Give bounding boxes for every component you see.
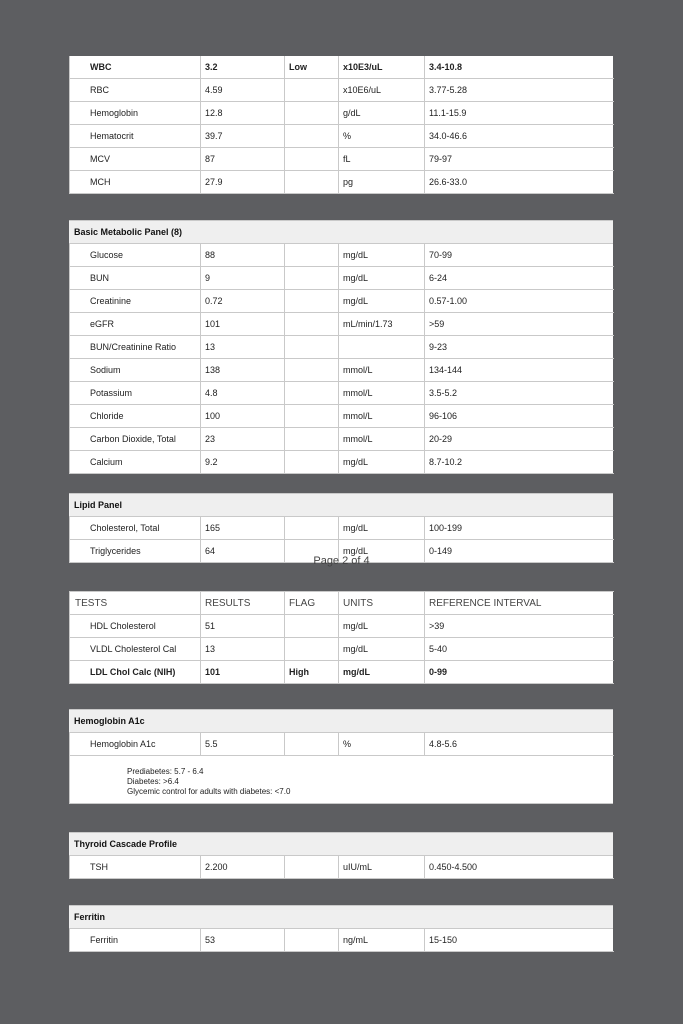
- table-row: [70, 244, 614, 267]
- flag-value: [285, 267, 339, 290]
- units-value: g/dL: [339, 102, 425, 125]
- table-row: [70, 451, 614, 474]
- result-value: 0.72: [201, 290, 285, 313]
- units-value: mg/dL: [339, 638, 425, 661]
- flag-value: [285, 79, 339, 102]
- table-row: [70, 171, 614, 194]
- table-row: [70, 733, 614, 756]
- units-value: mg/dL: [339, 540, 425, 563]
- test-name: Calcium: [70, 451, 201, 474]
- reference-interval: 11.1-15.9: [425, 102, 614, 125]
- table-row: [70, 290, 614, 313]
- result-value: 39.7: [201, 125, 285, 148]
- table-row: [70, 517, 614, 540]
- result-value: 138: [201, 359, 285, 382]
- test-name: Sodium: [70, 359, 201, 382]
- table-row: [70, 405, 614, 428]
- ferritin-section: [69, 905, 613, 952]
- test-name: BUN/Creatinine Ratio: [70, 336, 201, 359]
- result-value: 101: [201, 313, 285, 336]
- test-name: HDL Cholesterol: [70, 615, 201, 638]
- reference-interval: 34.0-46.6: [425, 125, 614, 148]
- result-value: 4.8: [201, 382, 285, 405]
- flag-value: [285, 428, 339, 451]
- units-value: mg/dL: [339, 661, 425, 684]
- test-name: Glucose: [70, 244, 201, 267]
- reference-interval: 0.57-1.00: [425, 290, 614, 313]
- table-row: [70, 336, 614, 359]
- reference-interval: 8.7-10.2: [425, 451, 614, 474]
- units-value: %: [339, 733, 425, 756]
- units-value: x10E3/uL: [339, 56, 425, 79]
- reference-interval: 9-23: [425, 336, 614, 359]
- result-value: 27.9: [201, 171, 285, 194]
- flag-value: [285, 856, 339, 879]
- flag-value: [285, 171, 339, 194]
- table-row: [70, 79, 614, 102]
- a1c-notes: [69, 756, 613, 804]
- reference-interval: >39: [425, 615, 614, 638]
- result-value: 3.2: [201, 56, 285, 79]
- thyroid-section: [69, 832, 613, 879]
- test-name: VLDL Cholesterol Cal: [70, 638, 201, 661]
- result-value: 64: [201, 540, 285, 563]
- test-name: MCV: [70, 148, 201, 171]
- section-title: Ferritin: [69, 905, 613, 929]
- reference-interval: 79-97: [425, 148, 614, 171]
- flag-value: [285, 733, 339, 756]
- units-value: mg/dL: [339, 244, 425, 267]
- result-value: 5.5: [201, 733, 285, 756]
- test-name: RBC: [70, 79, 201, 102]
- flag-value: [285, 102, 339, 125]
- units-value: [339, 336, 425, 359]
- table-row: [70, 615, 614, 638]
- reference-interval: 100-199: [425, 517, 614, 540]
- flag-value: [285, 125, 339, 148]
- flag-value: [285, 148, 339, 171]
- note-line: Glycemic control for adults with diabetes: <7.0: [127, 787, 291, 796]
- header-reference: REFERENCE INTERVAL: [425, 592, 614, 615]
- flag-value: [285, 313, 339, 336]
- reference-interval: 26.6-33.0: [425, 171, 614, 194]
- units-value: mg/dL: [339, 517, 425, 540]
- test-name: WBC: [70, 56, 201, 79]
- table-row: [70, 56, 614, 79]
- units-value: mg/dL: [339, 451, 425, 474]
- flag-value: [285, 638, 339, 661]
- cbc-table: [69, 56, 614, 194]
- result-value: 12.8: [201, 102, 285, 125]
- result-value: 88: [201, 244, 285, 267]
- table-row: [70, 313, 614, 336]
- test-name: Hemoglobin A1c: [70, 733, 201, 756]
- flag-value: Low: [285, 56, 339, 79]
- header-units: UNITS: [339, 592, 425, 615]
- test-name: Ferritin: [70, 929, 201, 952]
- test-name: Potassium: [70, 382, 201, 405]
- a1c-table: [69, 733, 614, 756]
- test-name: Triglycerides: [70, 540, 201, 563]
- result-value: 23: [201, 428, 285, 451]
- reference-interval: 96-106: [425, 405, 614, 428]
- header-flag: FLAG: [285, 592, 339, 615]
- reference-interval: 6-24: [425, 267, 614, 290]
- units-value: mg/dL: [339, 615, 425, 638]
- reference-interval: 0-99: [425, 661, 614, 684]
- result-value: 13: [201, 638, 285, 661]
- table-row: [70, 929, 614, 952]
- reference-interval: 3.77-5.28: [425, 79, 614, 102]
- result-value: 101: [201, 661, 285, 684]
- units-value: %: [339, 125, 425, 148]
- test-name: Chloride: [70, 405, 201, 428]
- flag-value: [285, 290, 339, 313]
- continued-section: [69, 591, 613, 684]
- table-row: [70, 428, 614, 451]
- table-row: [70, 148, 614, 171]
- reference-interval: 3.4-10.8: [425, 56, 614, 79]
- units-value: mmol/L: [339, 405, 425, 428]
- table-row: [70, 856, 614, 879]
- result-value: 4.59: [201, 79, 285, 102]
- page-number: Page 2 of 4: [313, 555, 370, 567]
- a1c-section: [69, 709, 613, 804]
- thyroid-table: [69, 856, 614, 879]
- table-row: [70, 382, 614, 405]
- reference-interval: 20-29: [425, 428, 614, 451]
- units-value: ng/mL: [339, 929, 425, 952]
- units-value: uIU/mL: [339, 856, 425, 879]
- units-value: fL: [339, 148, 425, 171]
- reference-interval: 5-40: [425, 638, 614, 661]
- flag-value: [285, 929, 339, 952]
- reference-interval: 70-99: [425, 244, 614, 267]
- test-name: LDL Chol Calc (NIH): [70, 661, 201, 684]
- units-value: x10E6/uL: [339, 79, 425, 102]
- test-name: Cholesterol, Total: [70, 517, 201, 540]
- result-value: 51: [201, 615, 285, 638]
- flag-value: [285, 359, 339, 382]
- continued-table: [69, 591, 614, 684]
- flag-value: [285, 244, 339, 267]
- table-header-row: [70, 592, 614, 615]
- test-name: eGFR: [70, 313, 201, 336]
- header-results: RESULTS: [201, 592, 285, 615]
- flag-value: [285, 451, 339, 474]
- flag-value: [285, 615, 339, 638]
- test-name: Creatinine: [70, 290, 201, 313]
- units-value: mmol/L: [339, 428, 425, 451]
- note-line: Diabetes: >6.4: [127, 777, 179, 786]
- result-value: 53: [201, 929, 285, 952]
- reference-interval: 134-144: [425, 359, 614, 382]
- units-value: pg: [339, 171, 425, 194]
- result-value: 2.200: [201, 856, 285, 879]
- reference-interval: 15-150: [425, 929, 614, 952]
- ferritin-table: [69, 929, 614, 952]
- result-value: 13: [201, 336, 285, 359]
- table-row: [70, 267, 614, 290]
- units-value: mmol/L: [339, 359, 425, 382]
- section-title: Hemoglobin A1c: [69, 709, 613, 733]
- header-tests: TESTS: [70, 592, 201, 615]
- table-row: [70, 125, 614, 148]
- reference-interval: 0.450-4.500: [425, 856, 614, 879]
- test-name: Hematocrit: [70, 125, 201, 148]
- test-name: Hemoglobin: [70, 102, 201, 125]
- test-name: BUN: [70, 267, 201, 290]
- result-value: 9.2: [201, 451, 285, 474]
- table-row: [70, 102, 614, 125]
- units-value: mL/min/1.73: [339, 313, 425, 336]
- reference-interval: >59: [425, 313, 614, 336]
- flag-value: [285, 336, 339, 359]
- flag-value: [285, 405, 339, 428]
- result-value: 100: [201, 405, 285, 428]
- test-name: TSH: [70, 856, 201, 879]
- units-value: mg/dL: [339, 267, 425, 290]
- section-title: Lipid Panel: [69, 493, 613, 517]
- reference-interval: 3.5-5.2: [425, 382, 614, 405]
- note-line: Prediabetes: 5.7 - 6.4: [127, 767, 204, 776]
- cbc-section: [69, 56, 613, 194]
- reference-interval: 4.8-5.6: [425, 733, 614, 756]
- units-value: mg/dL: [339, 290, 425, 313]
- units-value: mmol/L: [339, 382, 425, 405]
- lipid-section: [69, 493, 613, 563]
- result-value: 87: [201, 148, 285, 171]
- table-row: [70, 661, 614, 684]
- result-value: 165: [201, 517, 285, 540]
- test-name: MCH: [70, 171, 201, 194]
- flag-value: [285, 517, 339, 540]
- bmp-section: [69, 220, 613, 474]
- result-value: 9: [201, 267, 285, 290]
- section-title: Thyroid Cascade Profile: [69, 832, 613, 856]
- section-title: Basic Metabolic Panel (8): [69, 220, 613, 244]
- flag-value: [285, 382, 339, 405]
- bmp-table: [69, 244, 614, 474]
- reference-interval: 0-149: [425, 540, 614, 563]
- test-name: Carbon Dioxide, Total: [70, 428, 201, 451]
- flag-value: High: [285, 661, 339, 684]
- table-row: [70, 638, 614, 661]
- table-row: [70, 359, 614, 382]
